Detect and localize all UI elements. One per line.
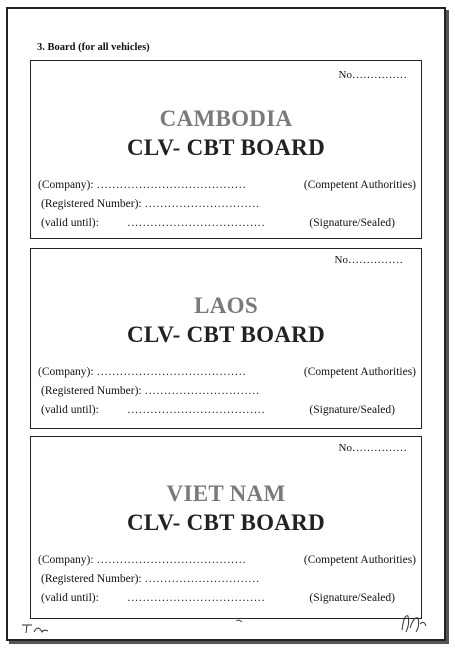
board-country: CAMBODIA — [159, 106, 293, 131]
signature-sealed-label: (Signature/Sealed) — [309, 404, 395, 416]
valid-until-dots: ……………………………… — [127, 217, 265, 229]
initials-mark-left — [20, 621, 50, 635]
board-number: No…………… — [334, 254, 403, 266]
board-country: LAOS — [194, 293, 258, 318]
board-vietnam — [30, 436, 422, 619]
board-cambodia — [30, 60, 422, 239]
company-field: (Company): ………………………………… — [38, 554, 246, 566]
board-title: CLV- CBT BOARD — [126, 135, 326, 160]
board-number: No…………… — [338, 69, 407, 81]
valid-until-label: (valid until): — [41, 217, 99, 229]
board-title: CLV- CBT BOARD — [126, 510, 326, 535]
registered-number-field: (Registered Number): ………………………… — [41, 573, 260, 585]
initials-mark-center — [234, 618, 244, 626]
company-field: (Company): ………………………………… — [38, 179, 246, 191]
valid-until-dots: ……………………………… — [127, 592, 265, 604]
valid-until-label: (valid until): — [41, 592, 99, 604]
signature-sealed-label: (Signature/Sealed) — [309, 217, 395, 229]
signature-sealed-label: (Signature/Sealed) — [309, 592, 395, 604]
board-country: VIET NAM — [166, 481, 286, 506]
competent-authorities-label: (Competent Authorities) — [303, 366, 416, 378]
signature-mark-right — [398, 610, 428, 636]
valid-until-dots: ……………………………… — [127, 404, 265, 416]
competent-authorities-label: (Competent Authorities) — [303, 179, 416, 191]
competent-authorities-label: (Competent Authorities) — [303, 554, 416, 566]
section-heading: 3. Board (for all vehicles) — [37, 42, 150, 53]
board-laos — [30, 248, 422, 429]
board-title: CLV- CBT BOARD — [126, 322, 326, 347]
valid-until-label: (valid until): — [41, 404, 99, 416]
registered-number-field: (Registered Number): ………………………… — [41, 385, 260, 397]
board-number: No…………… — [338, 442, 407, 454]
company-field: (Company): ………………………………… — [38, 366, 246, 378]
registered-number-field: (Registered Number): ………………………… — [41, 198, 260, 210]
